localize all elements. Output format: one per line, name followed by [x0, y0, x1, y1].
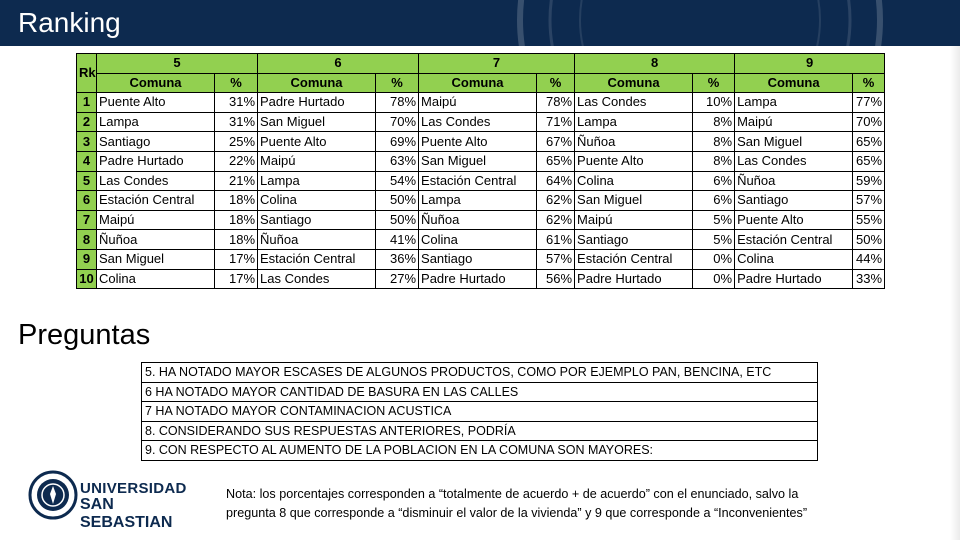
rank-number: 6 — [77, 191, 97, 211]
percentage-cell: 57% — [537, 249, 575, 269]
questions-table — [141, 362, 818, 461]
percentage-cell: 0% — [693, 249, 735, 269]
comuna-cell: Padre Hurtado — [258, 93, 376, 113]
pct-header: % — [853, 73, 885, 93]
percentage-cell: 22% — [215, 151, 258, 171]
comuna-cell: Colina — [419, 230, 537, 250]
comuna-cell: Santiago — [258, 210, 376, 230]
table-row — [77, 132, 885, 152]
percentage-cell: 31% — [215, 93, 258, 113]
percentage-cell: 62% — [537, 210, 575, 230]
percentage-cell: 64% — [537, 171, 575, 191]
comuna-cell: San Miguel — [419, 151, 537, 171]
question-text: 6 HA NOTADO MAYOR CANTIDAD DE BASURA EN LAS CALLES — [142, 382, 818, 402]
questions-table-body — [142, 363, 818, 461]
comuna-cell: San Miguel — [97, 249, 215, 269]
comuna-header: Comuna — [575, 73, 693, 93]
right-edge-shadow — [950, 46, 960, 540]
percentage-cell: 62% — [537, 191, 575, 211]
comuna-cell: Santiago — [575, 230, 693, 250]
comuna-cell: Padre Hurtado — [575, 269, 693, 289]
comuna-cell: Colina — [258, 191, 376, 211]
pct-header: % — [537, 73, 575, 93]
percentage-cell: 65% — [537, 151, 575, 171]
comuna-cell: Ñuñoa — [258, 230, 376, 250]
percentage-cell: 65% — [853, 132, 885, 152]
percentage-cell: 25% — [215, 132, 258, 152]
rank-number: 1 — [77, 93, 97, 113]
percentage-cell: 8% — [693, 132, 735, 152]
percentage-cell: 17% — [215, 269, 258, 289]
comuna-cell: Lampa — [258, 171, 376, 191]
comuna-cell: Colina — [735, 249, 853, 269]
comuna-cell: Puente Alto — [419, 132, 537, 152]
percentage-cell: 18% — [215, 210, 258, 230]
percentage-cell: 56% — [537, 269, 575, 289]
logo-line-1: UNIVERSIDAD — [80, 480, 187, 497]
footnote-line-1: Nota: los porcentajes corresponden a “totalmente de acuerdo + de acuerdo” con el enunciado, salvo la — [226, 487, 799, 501]
comuna-cell: Padre Hurtado — [419, 269, 537, 289]
rank-number: 8 — [77, 230, 97, 250]
comuna-cell: Lampa — [735, 93, 853, 113]
rank-number: 4 — [77, 151, 97, 171]
question-number-header: 9 — [735, 54, 885, 74]
ranking-table — [76, 53, 885, 289]
university-seal-watermark — [420, 0, 960, 46]
ranking-table-body — [77, 93, 885, 289]
percentage-cell: 27% — [376, 269, 419, 289]
question-number-header: 8 — [575, 54, 735, 74]
percentage-cell: 55% — [853, 210, 885, 230]
rank-number: 3 — [77, 132, 97, 152]
question-text: 5. HA NOTADO MAYOR ESCASES DE ALGUNOS PRODUCTOS, COMO POR EJEMPLO PAN, BENCINA, ETC — [142, 363, 818, 383]
comuna-cell: Maipú — [97, 210, 215, 230]
comuna-cell: Ñuñoa — [575, 132, 693, 152]
pct-header: % — [376, 73, 419, 93]
comuna-header: Comuna — [735, 73, 853, 93]
comuna-cell: Estación Central — [258, 249, 376, 269]
table-row — [77, 249, 885, 269]
comuna-cell: Maipú — [575, 210, 693, 230]
comuna-cell: Padre Hurtado — [735, 269, 853, 289]
comuna-cell: Maipú — [258, 151, 376, 171]
comuna-cell: Estación Central — [419, 171, 537, 191]
comuna-cell: Santiago — [419, 249, 537, 269]
comuna-cell: Colina — [97, 269, 215, 289]
percentage-cell: 21% — [215, 171, 258, 191]
pct-header: % — [693, 73, 735, 93]
table-row — [77, 112, 885, 132]
percentage-cell: 18% — [215, 191, 258, 211]
percentage-cell: 36% — [376, 249, 419, 269]
rank-number: 9 — [77, 249, 97, 269]
question-number-header-row — [77, 54, 885, 74]
percentage-cell: 50% — [853, 230, 885, 250]
comuna-cell: Padre Hurtado — [97, 151, 215, 171]
rank-number: 7 — [77, 210, 97, 230]
comuna-header: Comuna — [97, 73, 215, 93]
comuna-cell: Estación Central — [575, 249, 693, 269]
percentage-cell: 5% — [693, 210, 735, 230]
percentage-cell: 6% — [693, 191, 735, 211]
header-band — [0, 0, 960, 46]
table-row — [77, 210, 885, 230]
rk-header: Rk — [77, 54, 97, 93]
footnote — [226, 485, 926, 523]
comuna-cell: San Miguel — [575, 191, 693, 211]
percentage-cell: 50% — [376, 210, 419, 230]
column-subheader-row — [77, 73, 885, 93]
percentage-cell: 5% — [693, 230, 735, 250]
comuna-cell: Las Condes — [735, 151, 853, 171]
percentage-cell: 10% — [693, 93, 735, 113]
percentage-cell: 50% — [376, 191, 419, 211]
question-number-header: 5 — [97, 54, 258, 74]
comuna-cell: Las Condes — [97, 171, 215, 191]
percentage-cell: 65% — [853, 151, 885, 171]
question-row — [142, 421, 818, 441]
comuna-cell: Ñuñoa — [419, 210, 537, 230]
question-number-header: 6 — [258, 54, 419, 74]
table-row — [77, 230, 885, 250]
comuna-cell: Maipú — [735, 112, 853, 132]
comuna-cell: Colina — [575, 171, 693, 191]
university-logo — [28, 470, 208, 531]
percentage-cell: 69% — [376, 132, 419, 152]
table-row — [77, 93, 885, 113]
comuna-cell: Puente Alto — [97, 93, 215, 113]
question-number-header: 7 — [419, 54, 575, 74]
percentage-cell: 57% — [853, 191, 885, 211]
percentage-cell: 41% — [376, 230, 419, 250]
table-row — [77, 269, 885, 289]
comuna-cell: Estación Central — [97, 191, 215, 211]
percentage-cell: 78% — [537, 93, 575, 113]
question-text: 8. CONSIDERANDO SUS RESPUESTAS ANTERIORES, PODRÍA — [142, 421, 818, 441]
percentage-cell: 63% — [376, 151, 419, 171]
percentage-cell: 54% — [376, 171, 419, 191]
question-row — [142, 441, 818, 461]
rank-number: 10 — [77, 269, 97, 289]
university-seal-icon — [28, 470, 78, 520]
comuna-cell: Las Condes — [258, 269, 376, 289]
comuna-cell: Santiago — [735, 191, 853, 211]
percentage-cell: 70% — [376, 112, 419, 132]
percentage-cell: 31% — [215, 112, 258, 132]
rank-number: 2 — [77, 112, 97, 132]
comuna-cell: Lampa — [419, 191, 537, 211]
comuna-header: Comuna — [258, 73, 376, 93]
comuna-cell: Ñuñoa — [97, 230, 215, 250]
comuna-header: Comuna — [419, 73, 537, 93]
pct-header: % — [215, 73, 258, 93]
comuna-cell: Lampa — [575, 112, 693, 132]
question-row — [142, 402, 818, 422]
table-row — [77, 191, 885, 211]
percentage-cell: 6% — [693, 171, 735, 191]
percentage-cell: 8% — [693, 151, 735, 171]
comuna-cell: Estación Central — [735, 230, 853, 250]
percentage-cell: 17% — [215, 249, 258, 269]
preguntas-title: Preguntas — [18, 319, 151, 351]
rank-number: 5 — [77, 171, 97, 191]
page-title: Ranking — [18, 7, 121, 38]
table-row — [77, 151, 885, 171]
comuna-cell: Lampa — [97, 112, 215, 132]
percentage-cell: 61% — [537, 230, 575, 250]
percentage-cell: 18% — [215, 230, 258, 250]
question-row — [142, 382, 818, 402]
percentage-cell: 0% — [693, 269, 735, 289]
table-row — [77, 171, 885, 191]
comuna-cell: Las Condes — [575, 93, 693, 113]
comuna-cell: San Miguel — [258, 112, 376, 132]
comuna-cell: Las Condes — [419, 112, 537, 132]
comuna-cell: Santiago — [97, 132, 215, 152]
percentage-cell: 67% — [537, 132, 575, 152]
percentage-cell: 8% — [693, 112, 735, 132]
question-text: 9. CON RESPECTO AL AUMENTO DE LA POBLACION EN LA COMUNA SON MAYORES: — [142, 441, 818, 461]
comuna-cell: Maipú — [419, 93, 537, 113]
percentage-cell: 33% — [853, 269, 885, 289]
comuna-cell: Ñuñoa — [735, 171, 853, 191]
comuna-cell: Puente Alto — [575, 151, 693, 171]
percentage-cell: 78% — [376, 93, 419, 113]
comuna-cell: Puente Alto — [735, 210, 853, 230]
question-row — [142, 363, 818, 383]
logo-line-2: SAN SEBASTIAN — [80, 496, 173, 531]
percentage-cell: 70% — [853, 112, 885, 132]
percentage-cell: 71% — [537, 112, 575, 132]
question-text: 7 HA NOTADO MAYOR CONTAMINACION ACUSTICA — [142, 402, 818, 422]
footnote-line-2: pregunta 8 que corresponde a “disminuir el valor de la vivienda” y 9 que corresponde a “Inconvenientes” — [226, 506, 808, 520]
percentage-cell: 77% — [853, 93, 885, 113]
comuna-cell: Puente Alto — [258, 132, 376, 152]
percentage-cell: 44% — [853, 249, 885, 269]
percentage-cell: 59% — [853, 171, 885, 191]
comuna-cell: San Miguel — [735, 132, 853, 152]
